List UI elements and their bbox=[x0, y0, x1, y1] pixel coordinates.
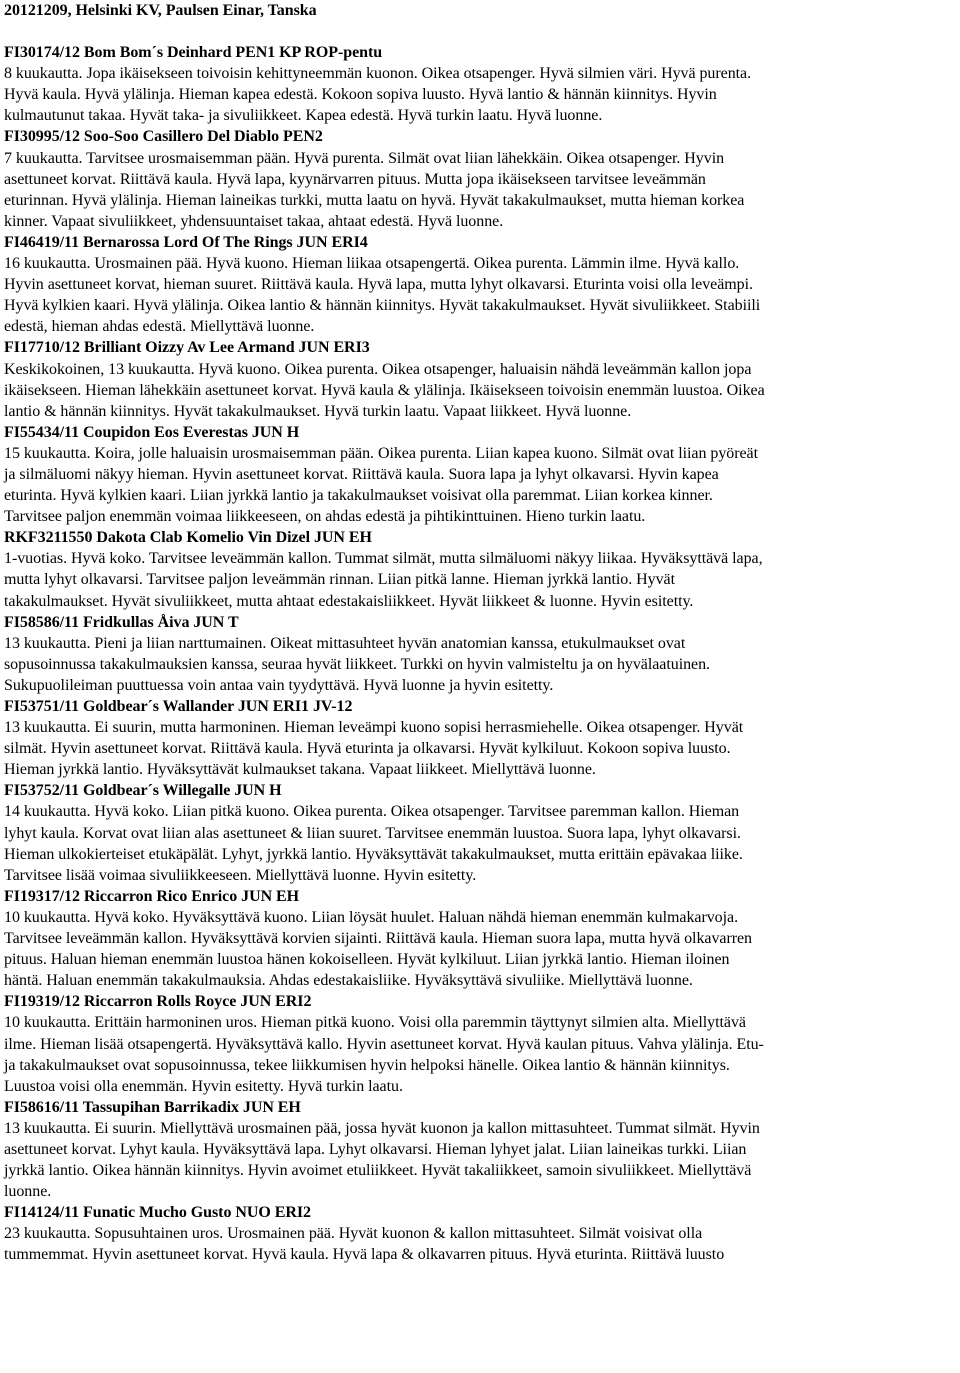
dog-entry bbox=[4, 42, 952, 126]
entry-text-line: ja takakulmaukset ovat sopusoinnussa, tekee liikkumisen hyvin helpoksi hänelle. Oikea lantio & hännän kiinnitys. bbox=[4, 1056, 730, 1074]
entry-text-line: Hyvin asettuneet korvat, hieman suuret. Riittävä kaula. Hyvä lapa, mutta lyhyt olkavarsi. Eturinta voisi olla leveämpi. bbox=[4, 276, 753, 294]
dog-entry bbox=[4, 126, 952, 231]
entry-text-line: 7 kuukautta. Tarvitsee urosmaisemman pään. Hyvä purenta. Silmät ovat liian lähekkäin. Oikea otsapenger. Hyvin bbox=[4, 149, 725, 167]
entry-text-line: Hieman jyrkkä lantio. Hyväksyttävät kulmaukset takana. Vapaat liikkeet. Miellyttävä luonne. bbox=[4, 761, 596, 779]
entry-title: FI46419/11 Bernarossa Lord Of The Rings JUN ERI4 bbox=[4, 233, 368, 251]
entry-text-line: lantio & hännän kiinnitys. Hyvät takakulmaukset. Hyvä turkin laatu. Vapaat liikkeet. Hyvä luonne. bbox=[4, 402, 632, 420]
entry-text-line: Sukupuolileiman puuttuessa voin antaa vain tyydyttävä. Hyvä luonne ja hyvin esitetty. bbox=[4, 676, 554, 694]
dog-entry bbox=[4, 612, 952, 696]
dog-entry bbox=[4, 1097, 952, 1202]
entry-title: FI55434/11 Coupidon Eos Everestas JUN H bbox=[4, 423, 300, 441]
dog-entry bbox=[4, 991, 952, 1096]
entry-text-line: luonne. bbox=[4, 1183, 52, 1201]
entry-text-line: 23 kuukautta. Sopusuhtainen uros. Urosmainen pää. Hyvät kuonon & kallon mittasuhteet. Silmät voisivat olla bbox=[4, 1225, 703, 1243]
entry-text-line: Luustoa voisi olla enemmän. Hyvin esitetty. Hyvä turkin laatu. bbox=[4, 1077, 403, 1095]
entry-text-line: Tarvitsee leveämmän kallon. Hyväksyttävä korvien sijainti. Riittävä kaula. Hieman suora lapa, mutta hyvä olkavarren bbox=[4, 930, 753, 948]
entry-text-line: lyhyt kaula. Korvat ovat liian alas asettuneet & liian suuret. Tarvitsee enemmän luustoa. Suora lapa, lyhyt olkavarsi. bbox=[4, 824, 741, 842]
dog-entry bbox=[4, 337, 952, 421]
dog-entry bbox=[4, 527, 952, 611]
entry-text-line: asettuneet korvat. Lyhyt kaula. Hyväksyttävä lapa. Lyhyt olkavarsi. Hieman lyhyet jalat. Liian laineikas turkki. Liian bbox=[4, 1140, 747, 1158]
entry-text-line: 1-vuotias. Hyvä koko. Tarvitsee leveämmän kallon. Tummat silmät, mutta silmäluomi näkyy liikaa. Hyväksyttävä lapa, bbox=[4, 550, 763, 568]
entry-text-line: Keskikokoinen, 13 kuukautta. Hyvä kuono. Oikea purenta. Oikea otsapenger, haluaisin nähdä leveämmän kallon jopa bbox=[4, 360, 752, 378]
entry-text-line: ikäisekseen. Hieman lähekkäin asettuneet korvat. Hyvä kaula & ylälinja. Ikäisekseen toivoisin enemmän luustoa. Oikea bbox=[4, 381, 765, 399]
dog-entry bbox=[4, 232, 952, 337]
entry-title: FI17710/12 Brilliant Oizzy Av Lee Armand JUN ERI3 bbox=[4, 339, 370, 357]
entries-list bbox=[4, 42, 952, 1265]
entry-text-line: 15 kuukautta. Koira, jolle haluaisin urosmaisemman pään. Oikea purenta. Liian kapea kuono. Silmät ovat liian pyöreät bbox=[4, 444, 758, 462]
entry-title: FI30995/12 Soo-Soo Casillero Del Diablo PEN2 bbox=[4, 128, 323, 146]
entry-text-line: 10 kuukautta. Hyvä koko. Hyväksyttävä kuono. Liian löysät huulet. Haluan nähdä hieman enemmän kulmakarvoja. bbox=[4, 908, 739, 926]
entry-text-line: jyrkkä lantio. Oikea hännän kiinnitys. Hyvin avoimet etuliikkeet. Hyvät takaliikkeet, samoin sivuliikkeet. Miellyttävä bbox=[4, 1162, 752, 1180]
entry-title: FI19317/12 Riccarron Rico Enrico JUN EH bbox=[4, 887, 300, 905]
document-header: 20121209, Helsinki KV, Paulsen Einar, Tanska bbox=[4, 2, 317, 19]
entry-text-line: edestä, hieman ahdas edestä. Miellyttävä luonne. bbox=[4, 318, 315, 336]
entry-title: FI19319/12 Riccarron Rolls Royce JUN ERI2 bbox=[4, 993, 312, 1011]
entry-text-line: Hyvä kaula. Hyvä ylälinja. Hieman kapea edestä. Kokoon sopiva luusto. Hyvä lantio & hännän kiinnitys. Hyvin bbox=[4, 86, 717, 104]
entry-text-line: ilme. Hieman lisää otsapengertä. Hyväksyttävä kallo. Hyvin asettuneet korvat. Hyvä kaulan pituus. Vahva ylälinja. Etu- bbox=[4, 1035, 764, 1053]
dog-entry bbox=[4, 1202, 952, 1265]
entry-text-line: Tarvitsee paljon enemmän voimaa liikkeeseen, on ahdas edestä ja pihtikinttuinen. Hieno turkin laatu. bbox=[4, 508, 646, 526]
entry-title: FI53751/11 Goldbear´s Wallander JUN ERI1 JV-12 bbox=[4, 698, 353, 715]
entry-text-line: eturinnan. Hyvä ylälinja. Hieman laineikas turkki, mutta laatu on hyvä. Hyvät takakulmaukset, mutta hieman korkea bbox=[4, 191, 745, 209]
entry-text-line: 13 kuukautta. Ei suurin. Miellyttävä urosmainen pää, jossa hyvät kuonon ja kallon mittasuhteet. Tummat silmät. Hyvin bbox=[4, 1119, 760, 1137]
entry-text-line: Tarvitsee lisää voimaa sivuliikkeeseen. Miellyttävä luonne. Hyvin esitetty. bbox=[4, 866, 477, 884]
entry-title: RKF3211550 Dakota Clab Komelio Vin Dizel JUN EH bbox=[4, 529, 372, 547]
entry-text-line: sopusoinnussa takakulmauksien kanssa, seuraa hyvät liikkeet. Turkki on hyvin valmisteltu ja on hyvälaatuinen. bbox=[4, 655, 710, 673]
entry-text-line: häntä. Haluan enemmän takakulmauksia. Ahdas edestakaisliike. Hyväksyttävä sivuliike. Miellyttävä luonne. bbox=[4, 972, 693, 990]
entry-title: FI58586/11 Fridkullas Åiva JUN T bbox=[4, 613, 239, 631]
entry-text-line: 10 kuukautta. Erittäin harmoninen uros. Hieman pitkä kuono. Voisi olla paremmin täyttynyt silmien alta. Miellyttävä bbox=[4, 1014, 746, 1032]
entry-title: FI14124/11 Funatic Mucho Gusto NUO ERI2 bbox=[4, 1204, 311, 1222]
entry-text-line: silmät. Hyvin asettuneet korvat. Riittävä kaula. Hyvä eturinta ja olkavarsi. Hyvät kylkiluut. Kokoon sopiva luusto. bbox=[4, 740, 731, 758]
entry-title: FI30174/12 Bom Bom´s Deinhard PEN1 KP ROP-pentu bbox=[4, 44, 383, 62]
entry-text-line: 13 kuukautta. Ei suurin, mutta harmoninen. Hieman leveämpi kuono sopisi herrasmiehelle. Oikea otsapenger. Hyvät bbox=[4, 719, 744, 737]
entry-text-line: tummemmat. Hyvin asettuneet korvat. Hyvä kaula. Hyvä lapa & olkavarren pituus. Hyvä eturinta. Riittävä luusto bbox=[4, 1246, 725, 1264]
entry-text-line: Hyvä kylkien kaari. Hyvä ylälinja. Oikea lantio & hännän kiinnitys. Hyvät takakulmaukset. Hyvät sivuliikkeet. Stabiili bbox=[4, 297, 761, 315]
entry-text-line: ja silmäluomi näkyy hieman. Hyvin asettuneet korvat. Riittävä kaula. Suora lapa ja lyhyt olkavarsi. Hyvin kapea bbox=[4, 465, 719, 483]
entry-text-line: mutta lyhyt olkavarsi. Tarvitsee paljon leveämmän rinnan. Liian pitkä lanne. Hieman jyrkkä lantio. Hyvät bbox=[4, 571, 675, 589]
entry-text-line: takakulmaukset. Hyvät sivuliikkeet, mutta ahtaat edestakaisliikkeet. Hyvät liikkeet & luonne. Hyvin esitetty. bbox=[4, 592, 694, 610]
entry-text-line: kinner. Vapaat sivuliikkeet, yhdensuuntaiset takaa, ahtaat edestä. Hyvä luonne. bbox=[4, 212, 504, 230]
entry-title: FI58616/11 Tassupihan Barrikadix JUN EH bbox=[4, 1098, 301, 1116]
dog-entry bbox=[4, 696, 952, 780]
entry-text-line: 8 kuukautta. Jopa ikäisekseen toivoisin kehittyneemmän kuonon. Oikea otsapenger. Hyvä silmien väri. Hyvä purenta. bbox=[4, 65, 752, 83]
dog-entry bbox=[4, 780, 952, 885]
dog-entry bbox=[4, 886, 952, 991]
entry-text-line: 13 kuukautta. Pieni ja liian narttumainen. Oikeat mittasuhteet hyvän anatomian kanssa, etukulmaukset ovat bbox=[4, 634, 686, 652]
entry-text-line: asettuneet korvat. Riittävä kaula. Hyvä lapa, kyynärvarren pituus. Mutta jopa ikäisekseen tarvitsee leveämmän bbox=[4, 170, 706, 188]
entry-text-line: pituus. Haluan hieman enemmän luustoa hänen kokoiselleen. Hyvät kylkiluut. Liian jyrkkä lantio. Hieman iloinen bbox=[4, 951, 730, 969]
entry-text-line: eturinta. Hyvä kylkien kaari. Liian jyrkkä lantio ja takakulmaukset voisivat olla paremmat. Liian korkea kinner. bbox=[4, 487, 713, 505]
entry-text-line: 16 kuukautta. Urosmainen pää. Hyvä kuono. Hieman liikaa otsapengertä. Oikea purenta. Lämmin ilme. Hyvä kallo. bbox=[4, 255, 740, 273]
entry-text-line: Hieman ulkokierteiset etukäpälät. Lyhyt, jyrkkä lantio. Hyväksyttävät takakulmaukset, mutta erittäin epävakaa liike. bbox=[4, 845, 743, 863]
entry-title: FI53752/11 Goldbear´s Willegalle JUN H bbox=[4, 782, 282, 800]
dog-entry bbox=[4, 422, 952, 527]
entry-text-line: 14 kuukautta. Hyvä koko. Liian pitkä kuono. Oikea purenta. Oikea otsapenger. Tarvitsee paremman kallon. Hieman bbox=[4, 803, 740, 821]
entry-text-line: kulmautunut takaa. Hyvät taka- ja sivuliikkeet. Kapea edestä. Hyvä turkin laatu. Hyvä luonne. bbox=[4, 107, 603, 125]
